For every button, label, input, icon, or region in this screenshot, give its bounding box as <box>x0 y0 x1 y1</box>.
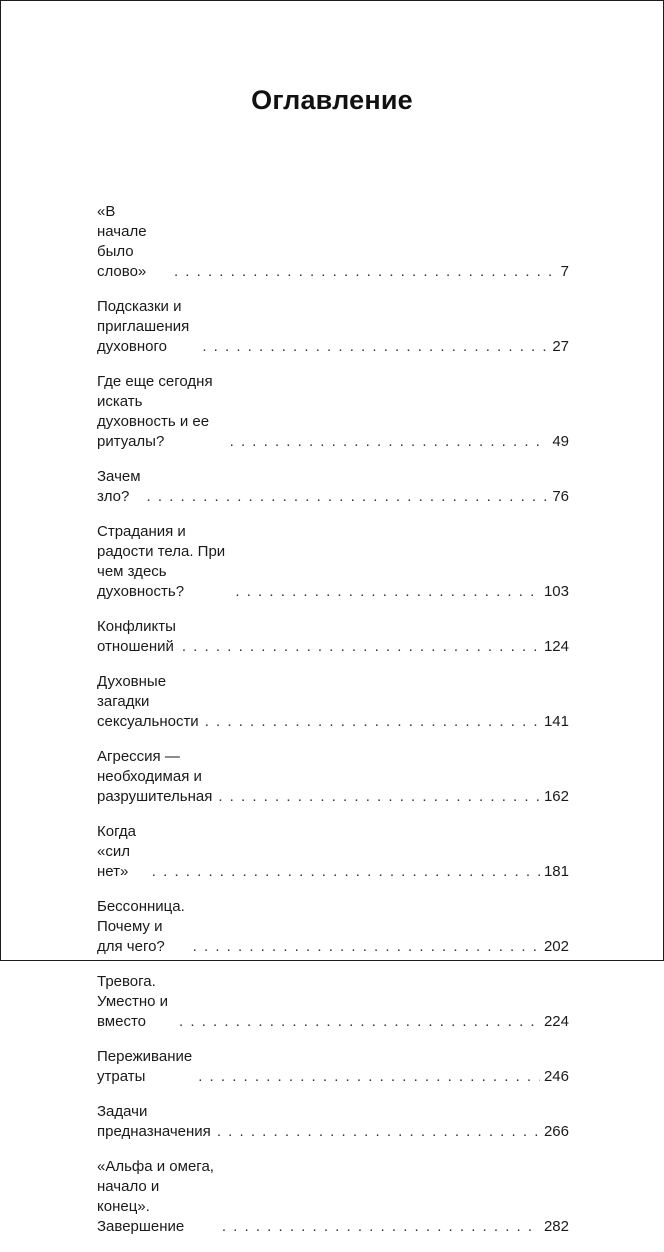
toc-entry-label: Тревога. Уместно и вместо <box>97 973 169 1030</box>
dot-leader <box>230 432 549 452</box>
toc-entry-page: 162 <box>543 788 569 805</box>
toc-entry-label: Духовные загадки сексуальности <box>97 673 199 730</box>
dot-leader <box>179 1012 540 1032</box>
toc-entry-page: 181 <box>543 863 569 880</box>
dot-leader <box>218 787 540 807</box>
toc-entry-label: Подсказки и приглашения духовного <box>97 298 190 355</box>
toc-entry-page: 49 <box>552 433 569 450</box>
toc-entry-page: 202 <box>543 938 569 955</box>
toc-entry-label: Переживание утраты <box>97 1048 193 1085</box>
toc-entry <box>97 467 569 507</box>
toc-entry-page: 76 <box>552 488 569 505</box>
toc-entry-label: Когда «сил нет» <box>97 823 136 880</box>
dot-leader <box>205 712 540 732</box>
toc-entry <box>97 372 569 452</box>
toc-entry-label: «В начале было слово» <box>97 203 147 280</box>
toc-entry-page: 266 <box>543 1123 569 1140</box>
toc-entry <box>97 672 569 732</box>
dot-leader <box>235 582 540 602</box>
toc-entry <box>97 297 569 357</box>
dot-leader <box>217 1122 540 1142</box>
toc-entry-label: «Альфа и омега, начало и конец». Завершение <box>97 1158 214 1235</box>
toc-entry-label: Зачем зло? <box>97 468 141 505</box>
dot-leader <box>202 337 548 357</box>
dot-leader <box>198 1067 540 1087</box>
page-title: Оглавление <box>251 85 413 115</box>
toc-entry <box>97 747 569 807</box>
dot-leader <box>193 937 540 957</box>
toc-entry <box>97 1047 569 1087</box>
dot-leader <box>147 487 549 507</box>
toc-entry-page: 27 <box>552 338 569 355</box>
toc-entry-label: Агрессия — необходимая и разрушительная <box>97 748 213 805</box>
toc-entry-page: 124 <box>543 638 569 655</box>
dot-leader <box>152 862 540 882</box>
toc-entry-label: Где еще сегодня искать духовность и ее ритуалы? <box>97 373 213 450</box>
toc-entry-label: Бессонница. Почему и для чего? <box>97 898 185 955</box>
toc-entry <box>97 1102 569 1142</box>
toc-entry-page: 103 <box>543 583 569 600</box>
toc-entry <box>97 1157 569 1237</box>
toc-entry <box>97 202 569 282</box>
dot-leader <box>182 637 540 657</box>
toc-entry-page: 246 <box>543 1068 569 1085</box>
toc-entry-page: 282 <box>543 1218 569 1235</box>
toc-entry-label: Задачи предназначения <box>97 1103 211 1140</box>
toc-entry-label: Конфликты отношений <box>97 618 176 655</box>
toc-entry <box>97 897 569 957</box>
toc-entry <box>97 822 569 882</box>
dot-leader <box>222 1217 540 1237</box>
toc-entry <box>97 617 569 657</box>
dot-leader <box>174 262 553 282</box>
toc-entry <box>97 522 569 602</box>
toc-entry <box>97 972 569 1032</box>
toc-entry-label: Страдания и радости тела. При чем здесь духовность? <box>97 523 226 600</box>
toc-entry-page: 141 <box>543 713 569 730</box>
toc-entry-page: 224 <box>543 1013 569 1030</box>
toc-entry-page: 7 <box>560 263 569 280</box>
table-of-contents <box>97 202 569 1252</box>
